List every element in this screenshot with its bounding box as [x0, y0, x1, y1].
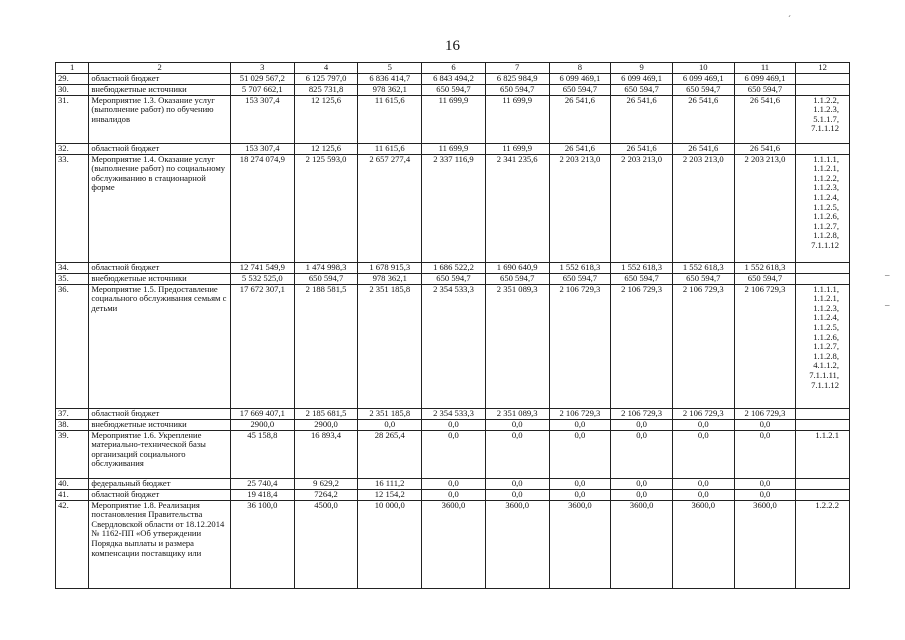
value-cell: 2 106 729,3	[549, 408, 611, 419]
header-row	[56, 63, 850, 74]
value-cell: 0,0	[422, 419, 486, 430]
value-cell: 2 106 729,3	[672, 284, 734, 408]
row-description: Мероприятие 1.8. Реализация постановления Правительства Свердловской области от 18.12.2014 № 1162-ПП «Об утверждении Порядка выплаты и размера компенсации поставщику или	[89, 500, 231, 588]
value-cell: 6 099 469,1	[734, 73, 796, 84]
header-cell: 5	[358, 63, 422, 74]
value-cell: 3600,0	[485, 500, 549, 588]
value-cell: 650 594,7	[734, 273, 796, 284]
value-cell: 0,0	[485, 478, 549, 489]
value-cell: 6 825 984,9	[485, 73, 549, 84]
header-cell: 2	[89, 63, 231, 74]
value-cell: 0,0	[672, 430, 734, 478]
value-cell: 5 707 662,1	[230, 84, 294, 95]
row-number: 30.	[56, 84, 89, 95]
header-cell: 4	[294, 63, 358, 74]
value-cell: 6 099 469,1	[672, 73, 734, 84]
scan-mark: –	[885, 270, 890, 280]
value-cell: 1 686 522,2	[422, 262, 486, 273]
value-cell: 1 552 618,3	[611, 262, 673, 273]
value-cell: 0,0	[549, 419, 611, 430]
value-cell: 2 351 185,8	[358, 408, 422, 419]
target-codes	[796, 489, 850, 500]
value-cell: 650 594,7	[672, 273, 734, 284]
page-number: 16	[445, 38, 460, 54]
value-cell: 2 657 277,4	[358, 154, 422, 262]
value-cell: 2 351 089,3	[485, 284, 549, 408]
value-cell: 0,0	[549, 430, 611, 478]
value-cell: 5 532 525,0	[230, 273, 294, 284]
value-cell: 2 106 729,3	[734, 408, 796, 419]
target-codes	[796, 143, 850, 154]
header-cell: 6	[422, 63, 486, 74]
row-description: Мероприятие 1.4. Оказание услуг (выполнение работ) по социальному обслуживанию в стационарной форме	[89, 154, 231, 262]
value-cell: 6 125 797,0	[294, 73, 358, 84]
row-description: областной бюджет	[89, 489, 231, 500]
value-cell: 2 354 533,3	[422, 408, 486, 419]
table-row	[56, 84, 850, 95]
value-cell: 7264,2	[294, 489, 358, 500]
value-cell: 12 154,2	[358, 489, 422, 500]
value-cell: 11 699,9	[485, 95, 549, 143]
value-cell: 2900,0	[230, 419, 294, 430]
value-cell: 19 418,4	[230, 489, 294, 500]
row-description: внебюджетные источники	[89, 273, 231, 284]
target-codes	[796, 73, 850, 84]
value-cell: 0,0	[611, 478, 673, 489]
target-codes	[796, 84, 850, 95]
value-cell: 153 307,4	[230, 143, 294, 154]
value-cell: 0,0	[485, 419, 549, 430]
value-cell: 17 669 407,1	[230, 408, 294, 419]
table-row	[56, 408, 850, 419]
value-cell: 0,0	[611, 419, 673, 430]
value-cell: 26 541,6	[672, 95, 734, 143]
value-cell: 650 594,7	[422, 273, 486, 284]
value-cell: 17 672 307,1	[230, 284, 294, 408]
header-cell: 3	[230, 63, 294, 74]
value-cell: 1 552 618,3	[672, 262, 734, 273]
table-row	[56, 489, 850, 500]
header-cell: 8	[549, 63, 611, 74]
value-cell: 1 474 998,3	[294, 262, 358, 273]
table-row	[56, 419, 850, 430]
value-cell: 4500,0	[294, 500, 358, 588]
row-description: внебюджетные источники	[89, 419, 231, 430]
row-description: внебюджетные источники	[89, 84, 231, 95]
row-number: 37.	[56, 408, 89, 419]
row-number: 32.	[56, 143, 89, 154]
target-codes: 1.2.2.2	[796, 500, 850, 588]
value-cell: 2 106 729,3	[672, 408, 734, 419]
value-cell: 2 354 533,3	[422, 284, 486, 408]
value-cell: 650 594,7	[611, 273, 673, 284]
value-cell: 0,0	[422, 489, 486, 500]
value-cell: 2 351 185,8	[358, 284, 422, 408]
target-codes	[796, 478, 850, 489]
row-number: 31.	[56, 95, 89, 143]
value-cell: 650 594,7	[611, 84, 673, 95]
value-cell: 650 594,7	[422, 84, 486, 95]
value-cell: 0,0	[549, 478, 611, 489]
value-cell: 0,0	[734, 419, 796, 430]
value-cell: 12 125,6	[294, 95, 358, 143]
table-row	[56, 273, 850, 284]
value-cell: 45 158,8	[230, 430, 294, 478]
value-cell: 978 362,1	[358, 84, 422, 95]
value-cell: 1 690 640,9	[485, 262, 549, 273]
value-cell: 12 741 549,9	[230, 262, 294, 273]
value-cell: 3600,0	[549, 500, 611, 588]
value-cell: 2 341 235,6	[485, 154, 549, 262]
value-cell: 650 594,7	[485, 273, 549, 284]
table-row	[56, 95, 850, 143]
header-cell: 11	[734, 63, 796, 74]
value-cell: 51 029 567,2	[230, 73, 294, 84]
value-cell: 2 125 593,0	[294, 154, 358, 262]
header-cell: 12	[796, 63, 850, 74]
value-cell: 0,0	[485, 489, 549, 500]
value-cell: 2 203 213,0	[672, 154, 734, 262]
value-cell: 2 106 729,3	[611, 408, 673, 419]
row-description: областной бюджет	[89, 143, 231, 154]
target-codes	[796, 262, 850, 273]
value-cell: 0,0	[611, 489, 673, 500]
value-cell: 2 337 116,9	[422, 154, 486, 262]
header-cell: 7	[485, 63, 549, 74]
target-codes: 1.1.2.1	[796, 430, 850, 478]
target-codes: 1.1.2.2, 1.1.2.3, 5.1.1.7, 7.1.1.12	[796, 95, 850, 143]
value-cell: 0,0	[734, 430, 796, 478]
value-cell: 12 125,6	[294, 143, 358, 154]
value-cell: 3600,0	[672, 500, 734, 588]
value-cell: 2 351 089,3	[485, 408, 549, 419]
scan-mark: ´	[788, 14, 791, 24]
row-number: 42.	[56, 500, 89, 588]
value-cell: 18 274 074,9	[230, 154, 294, 262]
value-cell: 2 203 213,0	[611, 154, 673, 262]
row-number: 29.	[56, 73, 89, 84]
value-cell: 1 552 618,3	[549, 262, 611, 273]
value-cell: 650 594,7	[485, 84, 549, 95]
target-codes	[796, 273, 850, 284]
value-cell: 2 188 581,5	[294, 284, 358, 408]
value-cell: 0,0	[672, 419, 734, 430]
header-cell: 1	[56, 63, 89, 74]
table-row	[56, 430, 850, 478]
table-row	[56, 143, 850, 154]
table-row	[56, 73, 850, 84]
value-cell: 10 000,0	[358, 500, 422, 588]
value-cell: 26 541,6	[549, 95, 611, 143]
value-cell: 36 100,0	[230, 500, 294, 588]
value-cell: 11 615,6	[358, 95, 422, 143]
value-cell: 2 106 729,3	[549, 284, 611, 408]
row-description: областной бюджет	[89, 408, 231, 419]
header-cell: 9	[611, 63, 673, 74]
value-cell: 650 594,7	[549, 273, 611, 284]
value-cell: 26 541,6	[734, 95, 796, 143]
value-cell: 26 541,6	[611, 95, 673, 143]
row-description: областной бюджет	[89, 73, 231, 84]
target-codes	[796, 408, 850, 419]
value-cell: 6 099 469,1	[611, 73, 673, 84]
row-number: 40.	[56, 478, 89, 489]
value-cell: 978 362,1	[358, 273, 422, 284]
value-cell: 16 111,2	[358, 478, 422, 489]
value-cell: 2 203 213,0	[734, 154, 796, 262]
value-cell: 11 699,9	[422, 95, 486, 143]
value-cell: 11 615,6	[358, 143, 422, 154]
value-cell: 28 265,4	[358, 430, 422, 478]
value-cell: 0,0	[485, 430, 549, 478]
table-row	[56, 500, 850, 588]
value-cell: 0,0	[422, 430, 486, 478]
value-cell: 26 541,6	[611, 143, 673, 154]
row-description: Мероприятие 1.6. Укрепление материально-технической базы организаций социального обслуживания	[89, 430, 231, 478]
value-cell: 2 106 729,3	[611, 284, 673, 408]
value-cell: 0,0	[549, 489, 611, 500]
row-number: 35.	[56, 273, 89, 284]
value-cell: 3600,0	[734, 500, 796, 588]
value-cell: 0,0	[422, 478, 486, 489]
header-cell: 10	[672, 63, 734, 74]
value-cell: 153 307,4	[230, 95, 294, 143]
value-cell: 3600,0	[611, 500, 673, 588]
target-codes: 1.1.1.1, 1.1.2.1, 1.1.2.3, 1.1.2.4, 1.1.2.5, 1.1.2.6, 1.1.2.7, 1.1.2.8, 4.1.1.2, 7.1.1.11, 7.1.1.12	[796, 284, 850, 408]
row-number: 36.	[56, 284, 89, 408]
value-cell: 0,0	[734, 489, 796, 500]
value-cell: 0,0	[672, 478, 734, 489]
value-cell: 0,0	[672, 489, 734, 500]
value-cell: 26 541,6	[734, 143, 796, 154]
value-cell: 0,0	[734, 478, 796, 489]
value-cell: 650 594,7	[549, 84, 611, 95]
table-row	[56, 262, 850, 273]
row-description: федеральный бюджет	[89, 478, 231, 489]
table-row	[56, 154, 850, 262]
budget-table	[55, 62, 850, 589]
target-codes	[796, 419, 850, 430]
row-number: 39.	[56, 430, 89, 478]
value-cell: 2 185 681,5	[294, 408, 358, 419]
value-cell: 25 740,4	[230, 478, 294, 489]
row-number: 34.	[56, 262, 89, 273]
value-cell: 11 699,9	[485, 143, 549, 154]
value-cell: 16 893,4	[294, 430, 358, 478]
value-cell: 650 594,7	[294, 273, 358, 284]
value-cell: 650 594,7	[734, 84, 796, 95]
value-cell: 26 541,6	[672, 143, 734, 154]
value-cell: 3600,0	[422, 500, 486, 588]
value-cell: 1 552 618,3	[734, 262, 796, 273]
value-cell: 2 106 729,3	[734, 284, 796, 408]
value-cell: 6 099 469,1	[549, 73, 611, 84]
value-cell: 1 678 915,3	[358, 262, 422, 273]
value-cell: 9 629,2	[294, 478, 358, 489]
row-description: Мероприятие 1.3. Оказание услуг (выполнение работ) по обучению инвалидов	[89, 95, 231, 143]
value-cell: 0,0	[611, 430, 673, 478]
scan-mark: –	[885, 300, 890, 310]
value-cell: 26 541,6	[549, 143, 611, 154]
value-cell: 2 203 213,0	[549, 154, 611, 262]
row-description: Мероприятие 1.5. Предоставление социального обслуживания семьям с детьми	[89, 284, 231, 408]
row-number: 33.	[56, 154, 89, 262]
row-description: областной бюджет	[89, 262, 231, 273]
table-row	[56, 284, 850, 408]
value-cell: 6 836 414,7	[358, 73, 422, 84]
table-row	[56, 478, 850, 489]
row-number: 38.	[56, 419, 89, 430]
target-codes: 1.1.1.1, 1.1.2.1, 1.1.2.2, 1.1.2.3, 1.1.2.4, 1.1.2.5, 1.1.2.6, 1.1.2.7, 1.1.2.8, 7.1.1.12	[796, 154, 850, 262]
value-cell: 0,0	[358, 419, 422, 430]
value-cell: 11 699,9	[422, 143, 486, 154]
value-cell: 2900,0	[294, 419, 358, 430]
row-number: 41.	[56, 489, 89, 500]
value-cell: 650 594,7	[672, 84, 734, 95]
value-cell: 825 731,8	[294, 84, 358, 95]
value-cell: 6 843 494,2	[422, 73, 486, 84]
